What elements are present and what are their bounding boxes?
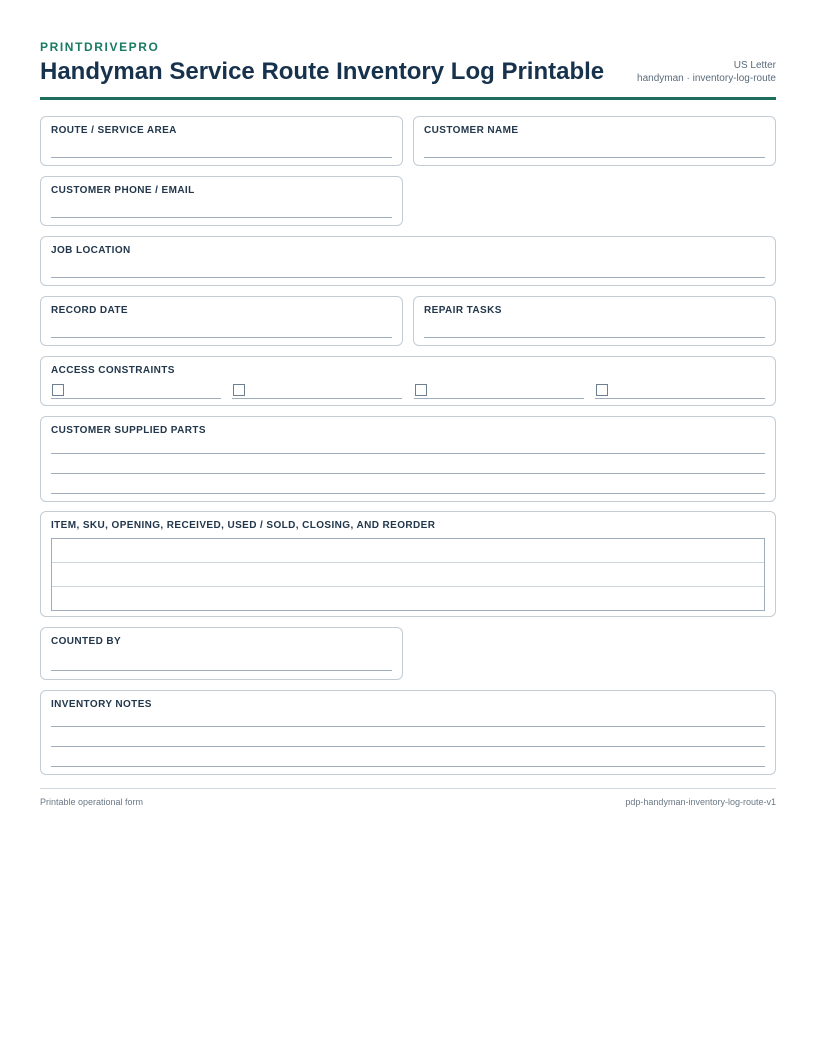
- access-constraints-field: [40, 356, 776, 406]
- paper-size: US Letter: [733, 60, 776, 71]
- repair-tasks-input-line[interactable]: [424, 337, 765, 338]
- access-constraints-label: ACCESS CONSTRAINTS: [51, 365, 175, 376]
- access-option-2[interactable]: [232, 383, 402, 399]
- customer-parts-label: CUSTOMER SUPPLIED PARTS: [51, 425, 206, 436]
- record-date-field: [40, 296, 403, 346]
- customer-contact-field: [40, 176, 403, 226]
- brand-name: PRINTDRIVEPRO: [40, 40, 160, 54]
- route-label: ROUTE / SERVICE AREA: [51, 125, 177, 136]
- inventory-notes-line-3[interactable]: [51, 766, 765, 767]
- customer-contact-input-line[interactable]: [51, 217, 392, 218]
- job-location-field: [40, 236, 776, 286]
- repair-tasks-label: REPAIR TASKS: [424, 305, 502, 316]
- route-field: [40, 116, 403, 166]
- job-location-input-line[interactable]: [51, 277, 765, 278]
- inventory-table: [51, 538, 765, 611]
- counted-by-input-line[interactable]: [51, 670, 392, 671]
- customer-name-label: CUSTOMER NAME: [424, 125, 519, 136]
- access-option-4[interactable]: [595, 383, 765, 399]
- page-title: Handyman Service Route Inventory Log Printable: [40, 58, 605, 85]
- access-option-1[interactable]: [51, 383, 221, 399]
- checkbox[interactable]: [596, 384, 608, 396]
- checkbox[interactable]: [233, 384, 245, 396]
- inventory-notes-label: INVENTORY NOTES: [51, 699, 152, 710]
- record-date-label: RECORD DATE: [51, 305, 128, 316]
- customer-contact-label: CUSTOMER PHONE / EMAIL: [51, 185, 195, 196]
- form-id: pdp-handyman-inventory-log-route-v1: [625, 797, 776, 807]
- inventory-table-label: ITEM, SKU, OPENING, RECEIVED, USED / SOLD, CLOSING, AND REORDER: [51, 520, 436, 531]
- footer-note: Printable operational form: [40, 797, 144, 807]
- checkbox[interactable]: [52, 384, 64, 396]
- customer-name-field: [413, 116, 776, 166]
- repair-tasks-field: [413, 296, 776, 346]
- access-option-3[interactable]: [414, 383, 584, 399]
- job-location-label: JOB LOCATION: [51, 245, 131, 256]
- footer-rule: [40, 788, 776, 789]
- inventory-notes-field: [40, 690, 776, 775]
- checkbox[interactable]: [415, 384, 427, 396]
- table-row[interactable]: [52, 587, 764, 610]
- inventory-table-field: [40, 511, 776, 617]
- form-slug: handyman · inventory-log-route: [637, 73, 776, 84]
- inventory-notes-line-1[interactable]: [51, 726, 765, 727]
- counted-by-field: [40, 627, 403, 680]
- route-input-line[interactable]: [51, 157, 392, 158]
- inventory-notes-line-2[interactable]: [51, 746, 765, 747]
- header-rule: [40, 97, 776, 100]
- page-meta: [637, 59, 776, 85]
- customer-parts-line-1[interactable]: [51, 453, 765, 454]
- customer-parts-line-3[interactable]: [51, 493, 765, 494]
- customer-parts-line-2[interactable]: [51, 473, 765, 474]
- customer-parts-field: [40, 416, 776, 502]
- record-date-input-line[interactable]: [51, 337, 392, 338]
- table-row[interactable]: [52, 563, 764, 587]
- customer-name-input-line[interactable]: [424, 157, 765, 158]
- counted-by-label: COUNTED BY: [51, 636, 122, 647]
- table-row[interactable]: [52, 539, 764, 563]
